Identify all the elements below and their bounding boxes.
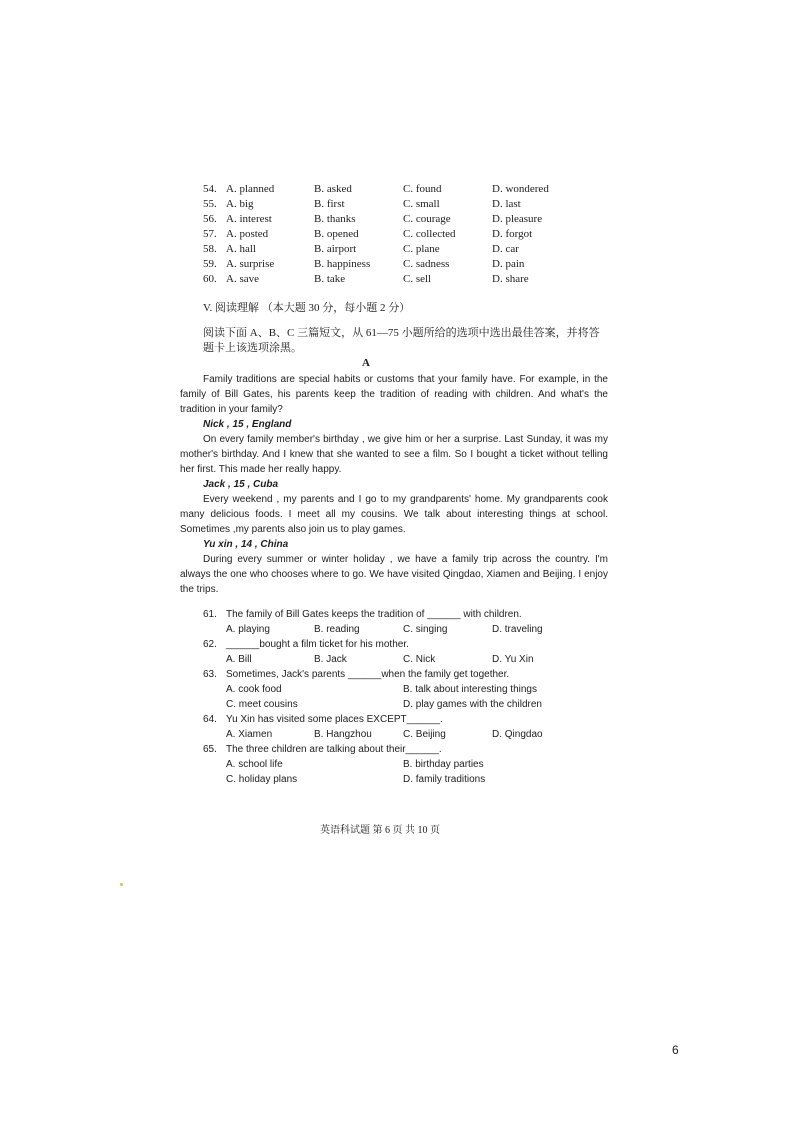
- option-d: D. Yu Xin: [492, 654, 534, 665]
- option-d: D. family traditions: [403, 774, 486, 785]
- cloze-row-59: [203, 257, 623, 272]
- option-b: B. Jack: [314, 654, 347, 665]
- page-number: 6: [672, 1043, 679, 1057]
- option-d: D. traveling: [492, 624, 543, 635]
- instructions-line-1: 阅读下面 A、B、C 三篇短文，从 61—75 小题所给的选项中选出最佳答案，并将答: [203, 327, 600, 339]
- question-number: 61.: [203, 609, 217, 620]
- question-stem: [203, 712, 608, 727]
- question-number: 56.: [203, 213, 217, 225]
- option-d: D. car: [492, 243, 519, 255]
- option-a: A. playing: [226, 624, 270, 635]
- section-title: V. 阅读理解 （本大题 30 分，每小题 2 分）: [203, 302, 411, 314]
- page-footer: 英语科试题 第 6 页 共 10 页: [320, 825, 440, 836]
- passage-paragraph: On every family member's birthday , we give him or her a surprise. Last Sunday, it was my mother's birthday. And I knew that she wanted to see a film. So I bought a ticket without telling her first. This made her really happy.: [180, 434, 608, 475]
- option-b: B. reading: [314, 624, 360, 635]
- option-d: D. play games with the children: [403, 699, 542, 710]
- passage-paragraph: Every weekend , my parents and I go to my grandparents' home. My grandparents cook many delicious foods. I meet all my cousins. We talk about interesting things at school. Sometimes ,my parents also join us to play games.: [180, 494, 608, 535]
- question-text: Sometimes, Jack's parents ______when the family get together.: [226, 669, 510, 680]
- question-options: [203, 727, 608, 742]
- instructions: [203, 326, 608, 356]
- option-d: D. forgot: [492, 228, 533, 240]
- option-a: A. interest: [226, 213, 272, 225]
- option-c: C. sell: [403, 273, 432, 285]
- option-c: C. collected: [403, 228, 456, 240]
- cloze-options: [203, 182, 623, 287]
- option-a: A. posted: [226, 228, 269, 240]
- question-number: 60.: [203, 273, 217, 285]
- question-number: 54.: [203, 183, 217, 195]
- question-options: [203, 682, 608, 697]
- question-list: [203, 607, 608, 787]
- option-c: C. sadness: [403, 258, 450, 270]
- option-b: B. opened: [314, 228, 359, 240]
- question-stem: [203, 667, 608, 682]
- cloze-row-57: [203, 227, 623, 242]
- question-number: 62.: [203, 639, 217, 650]
- option-a: A. Bill: [226, 654, 252, 665]
- option-c: C. courage: [403, 213, 451, 225]
- cloze-row-55: [203, 197, 623, 212]
- option-c: C. Beijing: [403, 729, 446, 740]
- option-c: C. singing: [403, 624, 448, 635]
- question-options: [203, 697, 608, 712]
- option-a: A. planned: [226, 183, 275, 195]
- option-c: C. Nick: [403, 654, 436, 665]
- option-c: C. found: [403, 183, 442, 195]
- option-d: D. pain: [492, 258, 525, 270]
- question-stem: [203, 637, 608, 652]
- option-b: B. Hangzhou: [314, 729, 372, 740]
- passage-letter: A: [362, 357, 370, 369]
- option-a: A. Xiamen: [226, 729, 273, 740]
- question-number: 59.: [203, 258, 217, 270]
- question-options: [203, 652, 608, 667]
- question-stem: [203, 607, 608, 622]
- question-number: 57.: [203, 228, 217, 240]
- question-number: 58.: [203, 243, 217, 255]
- question-options: [203, 757, 608, 772]
- question-text: The three children are talking about their______.: [226, 744, 442, 755]
- question-text: ______bought a film ticket for his mother.: [226, 639, 409, 650]
- option-b: B. asked: [314, 183, 352, 195]
- reading-passage: [180, 372, 608, 597]
- question-number: 65.: [203, 744, 217, 755]
- option-d: D. share: [492, 273, 529, 285]
- option-b: B. first: [314, 198, 345, 210]
- option-b: B. airport: [314, 243, 357, 255]
- option-d: D. Qingdao: [492, 729, 543, 740]
- option-c: C. small: [403, 198, 440, 210]
- scan-speck: [120, 883, 123, 886]
- cloze-row-58: [203, 242, 623, 257]
- option-a: A. save: [226, 273, 259, 285]
- option-d: D. last: [492, 198, 521, 210]
- option-a: A. cook food: [226, 684, 282, 695]
- option-b: B. talk about interesting things: [403, 684, 537, 695]
- option-c: C. holiday plans: [226, 774, 298, 785]
- cloze-row-56: [203, 212, 623, 227]
- option-b: B. thanks: [314, 213, 356, 225]
- option-c: C. meet cousins: [226, 699, 298, 710]
- question-options: [203, 772, 608, 787]
- option-b: B. take: [314, 273, 346, 285]
- speaker-label: Yu xin , 14 , China: [203, 539, 289, 550]
- question-text: Yu Xin has visited some places EXCEPT______.: [226, 714, 443, 725]
- option-a: A. hall: [226, 243, 256, 255]
- cloze-row-54: [203, 182, 623, 197]
- instructions-line-2: 题卡上该选项涂黑。: [203, 342, 302, 354]
- option-a: A. surprise: [226, 258, 275, 270]
- option-b: B. birthday parties: [403, 759, 484, 770]
- passage-paragraph: During every summer or winter holiday , we have a family trip across the country. I'm always the one who chooses where to go. We have visited Qingdao, Xiamen and Beijing. I enjoy the trips.: [180, 554, 608, 595]
- cloze-row-60: [203, 272, 623, 287]
- passage-intro: Family traditions are special habits or customs that your family have. For example, in the family of Bill Gates, his parents keep the tradition of reading with children. And what's the tradition in your family?: [180, 374, 608, 415]
- option-c: C. plane: [403, 243, 440, 255]
- question-stem: [203, 742, 608, 757]
- option-d: D. pleasure: [492, 213, 543, 225]
- option-d: D. wondered: [492, 183, 549, 195]
- question-number: 55.: [203, 198, 217, 210]
- speaker-label: Nick , 15 , England: [203, 419, 292, 430]
- speaker-label: Jack , 15 , Cuba: [203, 479, 279, 490]
- question-number: 63.: [203, 669, 217, 680]
- question-text: The family of Bill Gates keeps the tradition of ______ with children.: [226, 609, 522, 620]
- option-b: B. happiness: [314, 258, 371, 270]
- option-a: A. big: [226, 198, 254, 210]
- option-a: A. school life: [226, 759, 283, 770]
- question-number: 64.: [203, 714, 217, 725]
- question-options: [203, 622, 608, 637]
